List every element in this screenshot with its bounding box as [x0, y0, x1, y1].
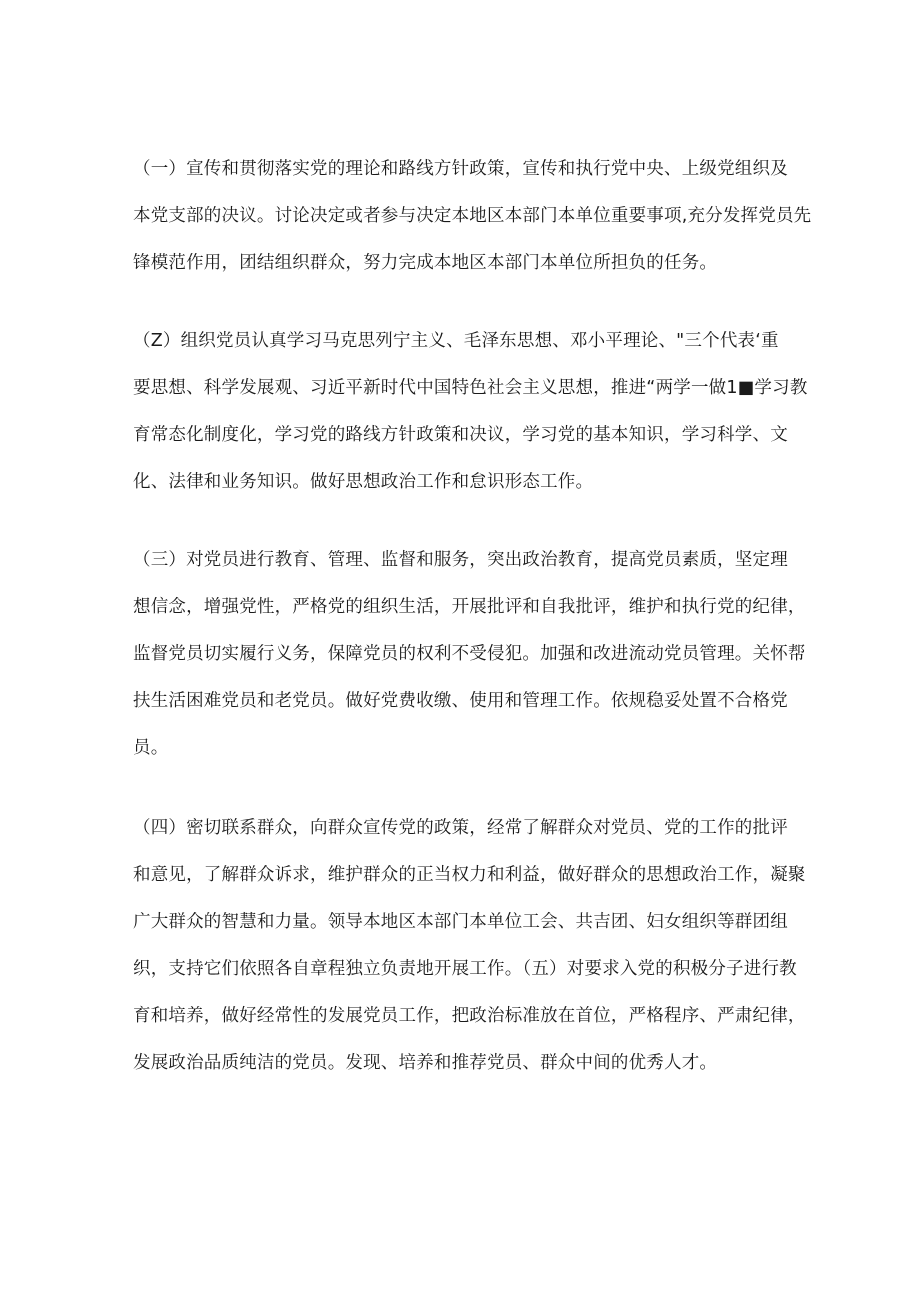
text-line: 织，支持它们依照各自章程独立负责地开展工作。（五）对要求入党的积极分子进行教	[133, 959, 797, 979]
text-line: （一）宣传和贯彻落实党的理论和路线方针政策，宣传和执行党中央、上级党组织及	[133, 159, 788, 179]
text-line: 监督党员切实履行义务，保障党员的权利不受侵犯。加强和改进流动党员管理。关怀帮	[133, 644, 806, 664]
paragraph-2	[133, 318, 808, 506]
text-line: 化、法律和业务知识。做好思想政治工作和怠识形态工作。	[133, 472, 594, 492]
text-line: 员。	[133, 738, 169, 758]
text-line: （三）对党员进行教育、管理、监督和服务，突出政治教育，提高党员素质，坚定理	[133, 550, 788, 570]
text-line: 锋模范作用，团结组织群众，努力完成本地区本部门本单位所担负的任务。	[133, 253, 718, 273]
text-line: （Z）组织党员认真学习马克思列宁主义、毛泽东思想、邓小平理论、"三个代表‘重	[133, 331, 779, 351]
text-line: 发展政治品质纯洁的党员。发现、培养和推荐党员、群众中间的优秀人才。	[133, 1053, 718, 1073]
paragraph-4	[133, 805, 806, 1087]
paragraph-3	[133, 537, 806, 772]
text-line: 育和培养，做好经常性的发展党员工作，把政治标准放在首位，严格程序、严肃纪律，	[133, 1006, 806, 1026]
text-line: 扶生活困难党员和老党员。做好党费收缴、使用和管理工作。依规稳妥处置不合格党	[133, 691, 788, 711]
paragraph-1	[133, 146, 812, 287]
text-line: 广大群众的智慧和力量。领导本地区本部门本单位工会、共吉团、妇女组织等群团组	[133, 912, 788, 932]
text-line: 想信念，增强党性，严格党的组织生活，开展批评和自我批评，维护和执行党的纪律，	[133, 597, 806, 617]
text-line: 本党支部的决议。讨论决定或者参与决定本地区本部门本单位重要事项,充分发挥党员先	[133, 206, 812, 226]
text-line: 要思想、科学发展观、习近平新时代中国特色社会主义思想，推进“两学一做1■学习教	[133, 378, 808, 398]
text-line: （四）密切联系群众，向群众宣传党的政策，经常了解群众对党员、党的工作的批评	[133, 818, 788, 838]
text-line: 和意见，了解群众诉求，维护群众的正当权力和利益，做好群众的思想政治工作，凝聚	[133, 865, 806, 885]
text-line: 育常态化制度化，学习党的路线方针政策和决议，学习党的基本知识，学习科学、文	[133, 425, 788, 445]
